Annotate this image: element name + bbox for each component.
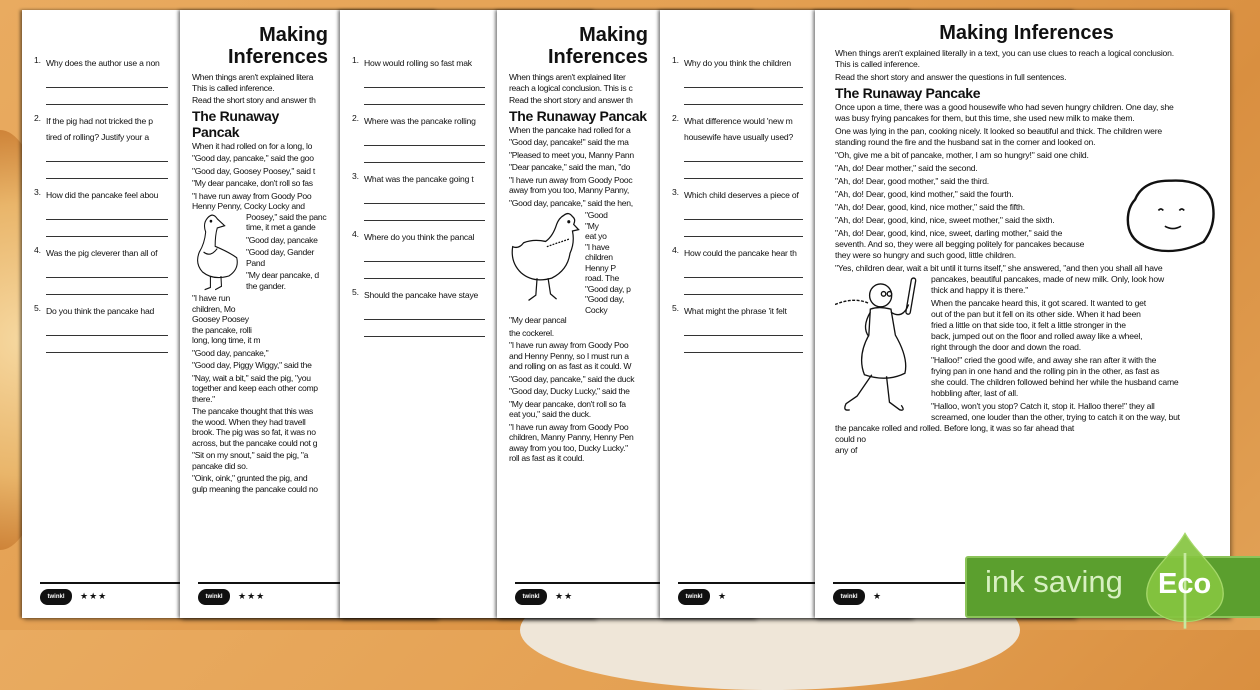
story-line: right through the door and down the road. xyxy=(931,342,1081,352)
question-line: Why does the author use a non xyxy=(46,58,160,68)
question-text xyxy=(672,55,803,71)
story-line: "Sit on my snout," said the pig, "a xyxy=(192,450,309,460)
story-line: out of the pan but it fell on its other side. When it had been xyxy=(931,309,1141,319)
story-paragraph xyxy=(509,386,648,397)
question-text xyxy=(672,113,803,145)
story-paragraph xyxy=(835,102,1218,124)
story-line: fried a little on that side too, it felt a little stronger in the xyxy=(931,320,1126,330)
answer-line[interactable] xyxy=(46,278,168,295)
question-item xyxy=(34,245,168,295)
page-content xyxy=(660,10,807,353)
story-line: pancake did so. xyxy=(192,460,248,471)
question-number: 2. xyxy=(34,113,41,123)
eco-label: Eco xyxy=(1158,568,1212,600)
question-line: What might the phrase 'it felt xyxy=(684,306,787,316)
question-line: How could the pancake hear th xyxy=(684,248,797,258)
question-line: Should the pancake have staye xyxy=(364,290,479,300)
difficulty-stars: ★★★ xyxy=(238,591,266,601)
worksheet-page-6 xyxy=(815,10,1230,618)
story-paragraph xyxy=(509,340,648,372)
question-lines xyxy=(684,113,793,145)
answer-line[interactable] xyxy=(684,203,803,220)
question-number: 1. xyxy=(352,55,359,65)
story-line: "My dear pancake, don't roll so fas xyxy=(192,178,313,188)
story-paragraph xyxy=(192,406,328,448)
question-line: tired of rolling? Justify your a xyxy=(46,132,149,142)
story-line: "Ah, do! Dear, good, kind, nice, sweet mother," said the sixth. xyxy=(835,215,1055,225)
twinkl-logo: twinkl xyxy=(198,589,230,605)
answer-line[interactable] xyxy=(46,88,168,105)
instruction-text xyxy=(509,95,648,106)
answer-line[interactable] xyxy=(684,220,803,237)
question-number: 4. xyxy=(352,229,359,239)
question-line: How would rolling so fast mak xyxy=(364,58,472,68)
intro-line: When things aren't explained literally in a text, you can use clues to reach a logical conclusion. xyxy=(835,48,1174,58)
story-line: "Ah, do! Dear, good, kind, nice mother," said the fifth. xyxy=(835,202,1025,212)
question-lines xyxy=(684,55,791,71)
story-line: "Good day, pancake," said the goo xyxy=(192,153,314,163)
story-paragraph xyxy=(835,263,1218,296)
question-item xyxy=(672,113,803,179)
story-line: "Halloo, won't you stop? Catch it, stop it. Halloo there!" they all xyxy=(931,401,1155,411)
story-line: "Good day, Goosey Poosey," said t xyxy=(192,165,315,176)
story-line: "My dear pancal xyxy=(509,315,567,325)
story-line: "Good xyxy=(585,210,608,220)
answer-line[interactable] xyxy=(46,319,168,336)
story-line: "Good day, p xyxy=(585,283,631,294)
story-line: When the pancake had rolled for a xyxy=(509,124,631,135)
question-number: 3. xyxy=(34,187,41,197)
story-line: Once upon a time, there was a good housewife who had seven hungry children. One day, she xyxy=(835,102,1174,112)
story-line: road. The xyxy=(585,273,619,283)
answer-line[interactable] xyxy=(46,261,168,278)
answer-line[interactable] xyxy=(684,278,803,295)
question-line: Where do you think the pancal xyxy=(364,232,475,242)
story-line: across, but the pancake could not g xyxy=(192,437,318,448)
difficulty-stars: ★★ xyxy=(555,591,574,601)
story-line: "Yes, children dear, wait a bit until it turns itself," she answered, "and then you shall all have xyxy=(835,263,1163,273)
story-paragraph xyxy=(509,162,648,173)
question-line: Do you think the pancake had xyxy=(46,306,155,316)
story-line: long, long time, it m xyxy=(192,335,261,345)
story-paragraph xyxy=(509,399,648,420)
question-item xyxy=(352,287,485,337)
question-text xyxy=(34,187,168,203)
story-line: "Good day, pancake," xyxy=(192,347,269,358)
story-line: "Oink, oink," grunted the pig, and xyxy=(192,473,308,483)
question-line: If the pig had not tricked the p xyxy=(46,116,153,126)
story-line: "I have xyxy=(585,241,610,252)
story-line: "Nay, wait a bit," said the pig, "you xyxy=(192,372,311,383)
question-lines xyxy=(684,245,797,261)
instruction-text xyxy=(192,95,328,106)
question-lines xyxy=(46,245,157,261)
story-line: Poosey," said the panc xyxy=(246,211,327,222)
story-paragraph xyxy=(192,450,328,471)
story-line: time, it met a gande xyxy=(246,222,316,232)
story-line: children xyxy=(585,252,613,262)
answer-line[interactable] xyxy=(684,71,803,88)
story-paragraph xyxy=(509,422,648,464)
story-line: "Dear pancake," said the man, "do xyxy=(509,162,631,172)
page-content xyxy=(180,10,332,494)
intro-line: reach a logical conclusion. This is c xyxy=(509,82,633,93)
answer-line[interactable] xyxy=(46,71,168,88)
answer-line[interactable] xyxy=(46,162,168,179)
answer-line[interactable] xyxy=(684,336,803,353)
answer-line[interactable] xyxy=(684,88,803,105)
answer-line[interactable] xyxy=(684,261,803,278)
story-line: "I have run away from Goody Poo xyxy=(192,190,312,201)
story-line: "Oh, give me a bit of pancake, mother, I am so hungry!" said one child. xyxy=(835,150,1089,160)
question-text xyxy=(352,113,485,129)
question-number: 2. xyxy=(672,113,679,123)
story-paragraph xyxy=(509,210,648,326)
story-line: brook. The pig was so fat, it was no xyxy=(192,427,316,437)
question-lines xyxy=(46,113,153,145)
page-title: Making Inferences xyxy=(547,24,648,68)
story-line: together and keep each other comp xyxy=(192,383,318,393)
story-line: "Ah, do! Dear, good, kind mother," said the fourth. xyxy=(835,189,1014,199)
story-line: could no xyxy=(835,434,866,444)
question-text xyxy=(352,287,485,303)
story-line: Henny P xyxy=(585,262,616,273)
question-item xyxy=(672,303,803,353)
answer-line[interactable] xyxy=(364,187,485,204)
story-paragraph xyxy=(192,348,328,359)
story-paragraph xyxy=(509,150,648,161)
question-item xyxy=(34,113,168,179)
story-line: children, Mo xyxy=(192,303,236,314)
story-line: "Good day, pancake xyxy=(246,234,318,245)
girl-illustration xyxy=(835,274,927,419)
story-line: pancakes, beautiful pancakes, made of new milk. Only, look how xyxy=(931,274,1164,284)
page-content xyxy=(497,10,652,464)
story-paragraph xyxy=(192,178,328,189)
story-paragraph xyxy=(835,176,1218,187)
question-item xyxy=(672,187,803,237)
question-line: Where was the pancake rolling xyxy=(364,116,476,126)
story-line: the pancake rolled and rolled. Before long, it was so far ahead that xyxy=(835,423,1075,433)
story-paragraph xyxy=(192,166,328,177)
intro-line: When things aren't explained litera xyxy=(192,72,314,82)
answer-line[interactable] xyxy=(364,204,485,221)
story-paragraph xyxy=(192,141,328,152)
question-text xyxy=(352,171,485,187)
story-paragraph xyxy=(192,153,328,164)
story-paragraph xyxy=(192,373,328,405)
story-line: was busy frying pancakes for them, but this time, she used new milk to make them. xyxy=(835,113,1135,123)
question-lines xyxy=(364,113,476,129)
answer-line[interactable] xyxy=(364,303,485,320)
question-number: 1. xyxy=(672,55,679,65)
answer-line[interactable] xyxy=(364,129,485,146)
story-paragraph xyxy=(509,137,648,148)
answer-line[interactable] xyxy=(364,245,485,262)
question-number: 4. xyxy=(672,245,679,255)
story-line: seventh. And so, they were all begging politely for pancakes because xyxy=(835,239,1085,249)
story-line: the pancake, rolli xyxy=(192,324,252,335)
answer-line[interactable] xyxy=(46,220,168,237)
question-number: 5. xyxy=(34,303,41,313)
story-heading: The Runaway Pancak xyxy=(509,107,647,124)
story-paragraph xyxy=(835,126,1218,148)
story-line: back, jumped out on the floor and rolled away like a wheel, xyxy=(931,331,1143,341)
story-line: eat you," said the duck. xyxy=(509,409,591,419)
question-line: Was the pig cleverer than all of xyxy=(46,248,158,258)
goose-illustration xyxy=(192,212,242,292)
twinkl-logo: twinkl xyxy=(40,589,72,605)
question-text xyxy=(34,113,168,145)
story-line: "Good day, pancake," said the hen, xyxy=(509,197,633,208)
question-lines xyxy=(364,171,474,187)
story-line: gulp meaning the pancake could no xyxy=(192,483,318,494)
intro-line: This is called inference. xyxy=(835,59,920,69)
twinkl-logo: twinkl xyxy=(833,589,865,605)
answer-line[interactable] xyxy=(364,146,485,163)
question-number: 5. xyxy=(672,303,679,313)
story-line: One was lying in the pan, cooking nicely. It looked so beautiful and thick. The children were xyxy=(835,126,1162,136)
story-paragraph xyxy=(835,150,1218,161)
story-line: "Good day, Gander Pand xyxy=(246,247,315,268)
answer-line[interactable] xyxy=(46,203,168,220)
story-line: frying pan in one hand and the rolling pin in the other, as fast as xyxy=(931,366,1160,376)
question-line: How did the pancake feel abou xyxy=(46,190,159,200)
answer-line[interactable] xyxy=(364,88,485,105)
story-line: "Good day, pancake!" said the ma xyxy=(509,137,629,147)
question-text xyxy=(352,229,485,245)
question-item xyxy=(34,187,168,237)
difficulty-stars: ★ xyxy=(873,591,883,601)
instruction-text xyxy=(835,72,1218,83)
story-line: "Good day, Piggy Wiggy," said the xyxy=(192,360,312,370)
question-item xyxy=(34,303,168,353)
question-lines xyxy=(684,303,787,319)
story-heading: The Runaway Pancak xyxy=(192,107,279,140)
story-line: she could. The children followed behind her while the husband came xyxy=(931,377,1179,387)
difficulty-stars: ★★★ xyxy=(80,591,108,601)
story-line: "My xyxy=(585,220,599,231)
question-text xyxy=(34,303,168,319)
instruction-line: Read the short story and answer th xyxy=(509,95,633,105)
pancake-illustration xyxy=(1123,176,1218,256)
story-line: they were so hungry and such good, little children. xyxy=(835,250,1016,260)
answer-line[interactable] xyxy=(364,320,485,337)
answer-line[interactable] xyxy=(46,336,168,353)
question-lines xyxy=(364,55,472,71)
question-item xyxy=(672,55,803,105)
answer-line[interactable] xyxy=(364,262,485,279)
story-line: hobbling after, last of all. xyxy=(931,388,1019,398)
story-paragraph xyxy=(192,473,328,494)
story-line: the cockerel. xyxy=(509,327,554,338)
question-line: housewife have usually used? xyxy=(684,132,794,142)
intro-text xyxy=(509,72,648,93)
question-item xyxy=(352,55,485,105)
question-lines xyxy=(46,55,160,71)
answer-line[interactable] xyxy=(46,145,168,162)
intro-line: When things aren't explained liter xyxy=(509,72,626,82)
story-paragraph xyxy=(192,191,328,233)
question-text xyxy=(672,187,803,203)
story-line: there." xyxy=(192,393,215,404)
story-line: and Henny Penny, so I must run a xyxy=(509,350,629,361)
question-number: 3. xyxy=(672,187,679,197)
question-text xyxy=(34,245,168,261)
twinkl-logo: twinkl xyxy=(515,589,547,605)
story-line: children, Manny Panny, Henny Pen xyxy=(509,432,634,442)
instruction-line: Read the short story and answer th xyxy=(192,95,316,105)
story-line: thick and happy it is there." xyxy=(931,285,1029,295)
story-line: the wood. When they had travell xyxy=(192,416,306,427)
story-line: "Good day, Ducky Lucky," said the xyxy=(509,386,630,396)
story-line: "My dear pancake, d xyxy=(246,270,319,280)
story-line: "My dear pancake, don't roll so fa xyxy=(509,398,626,409)
page-title: Making Inferences xyxy=(227,24,328,68)
story-paragraph xyxy=(509,328,648,339)
story-line: away from you too, Manny Panny, xyxy=(509,185,629,195)
question-number: 5. xyxy=(352,287,359,297)
story-line: and rolling on as fast as it could. W xyxy=(509,361,632,371)
story-line: away from you too, Ducky Lucky." xyxy=(509,442,628,453)
question-item xyxy=(672,245,803,295)
question-text xyxy=(672,303,803,319)
twinkl-logo: twinkl xyxy=(678,589,710,605)
question-item xyxy=(352,171,485,221)
answer-line[interactable] xyxy=(684,319,803,336)
question-lines xyxy=(364,287,478,303)
story-line: "Good day, Cocky xyxy=(585,294,625,315)
question-item xyxy=(352,229,485,279)
page-content xyxy=(340,10,489,337)
page-title: Making Inferences xyxy=(939,22,1114,44)
question-number: 1. xyxy=(34,55,41,65)
story-line: roll as fast as it could. xyxy=(509,453,585,463)
story-paragraph xyxy=(192,293,328,346)
story-line: screamed, one louder than the other, trying to catch it on the way, but xyxy=(931,412,1180,422)
intro-text xyxy=(192,72,328,93)
story-line: "Good day, pancake," said the duck xyxy=(509,373,635,384)
answer-line[interactable] xyxy=(684,145,803,162)
story-line: Goosey Poosey xyxy=(192,314,249,324)
story-line: the gander. xyxy=(246,280,286,291)
question-lines xyxy=(46,187,158,203)
question-lines xyxy=(684,187,799,203)
page-content xyxy=(22,10,172,353)
question-number: 2. xyxy=(352,113,359,123)
question-number: 4. xyxy=(34,245,41,255)
story-paragraph xyxy=(509,125,648,136)
story-line: "Halloo!" cried the good wife, and away she ran after it with the xyxy=(931,355,1157,365)
hen-illustration xyxy=(509,210,581,305)
question-text xyxy=(352,55,485,71)
difficulty-stars: ★ xyxy=(718,591,728,601)
question-number: 3. xyxy=(352,171,359,181)
story-line: "I have run away from Goody Poo xyxy=(509,421,629,432)
story-line: "Pleased to meet you, Manny Pann xyxy=(509,149,634,160)
question-lines xyxy=(46,303,154,319)
question-text xyxy=(34,55,168,71)
page-content xyxy=(815,10,1230,456)
story-line: "I have run away from Goody Pooc xyxy=(509,174,633,185)
story-line: When it had rolled on for a long, lo xyxy=(192,140,313,151)
story-paragraph xyxy=(192,360,328,371)
story-line: When the pancake heard this, it got scared. It wanted to get xyxy=(931,298,1146,308)
ink-saving-label: ink saving xyxy=(985,564,1123,599)
answer-line[interactable] xyxy=(364,71,485,88)
question-text xyxy=(672,245,803,261)
story-paragraph xyxy=(509,175,648,196)
question-item xyxy=(352,113,485,163)
story-paragraph xyxy=(835,163,1218,174)
intro-text xyxy=(835,48,1218,70)
story-line: eat yo xyxy=(585,231,607,241)
story-heading: The Runaway Pancake xyxy=(835,85,981,101)
story-paragraph xyxy=(509,374,648,385)
story-paragraph xyxy=(509,198,648,209)
question-line: Which child deserves a piece of xyxy=(684,190,799,200)
question-item xyxy=(34,55,168,105)
story-line: any of xyxy=(835,445,858,455)
story-line: "Ah, do! Dear, good mother," said the third. xyxy=(835,176,989,186)
story-line: "I have run away from Goody Poo xyxy=(509,340,629,350)
intro-line: This is called inference. xyxy=(192,82,275,93)
instruction-line: Read the short story and answer the questions in full sentences. xyxy=(835,72,1067,82)
story-line: standing round the fire and the husband sat in the corner and looked on. xyxy=(835,137,1096,147)
question-line: What difference would 'new m xyxy=(684,116,793,126)
story-line: "Ah, do! Dear mother," said the second. xyxy=(835,163,978,173)
story-line: "Ah, do! Dear, good, kind, nice, sweet, darling mother," said the xyxy=(835,228,1063,238)
story-line: Henny Penny, Cocky Locky and xyxy=(192,201,305,211)
answer-line[interactable] xyxy=(684,162,803,179)
story-line: The pancake thought that this was xyxy=(192,406,313,416)
story-line: "I have run xyxy=(192,293,230,303)
question-line: What was the pancake going t xyxy=(364,174,474,184)
question-line: Why do you think the children xyxy=(684,58,791,68)
question-lines xyxy=(364,229,474,245)
